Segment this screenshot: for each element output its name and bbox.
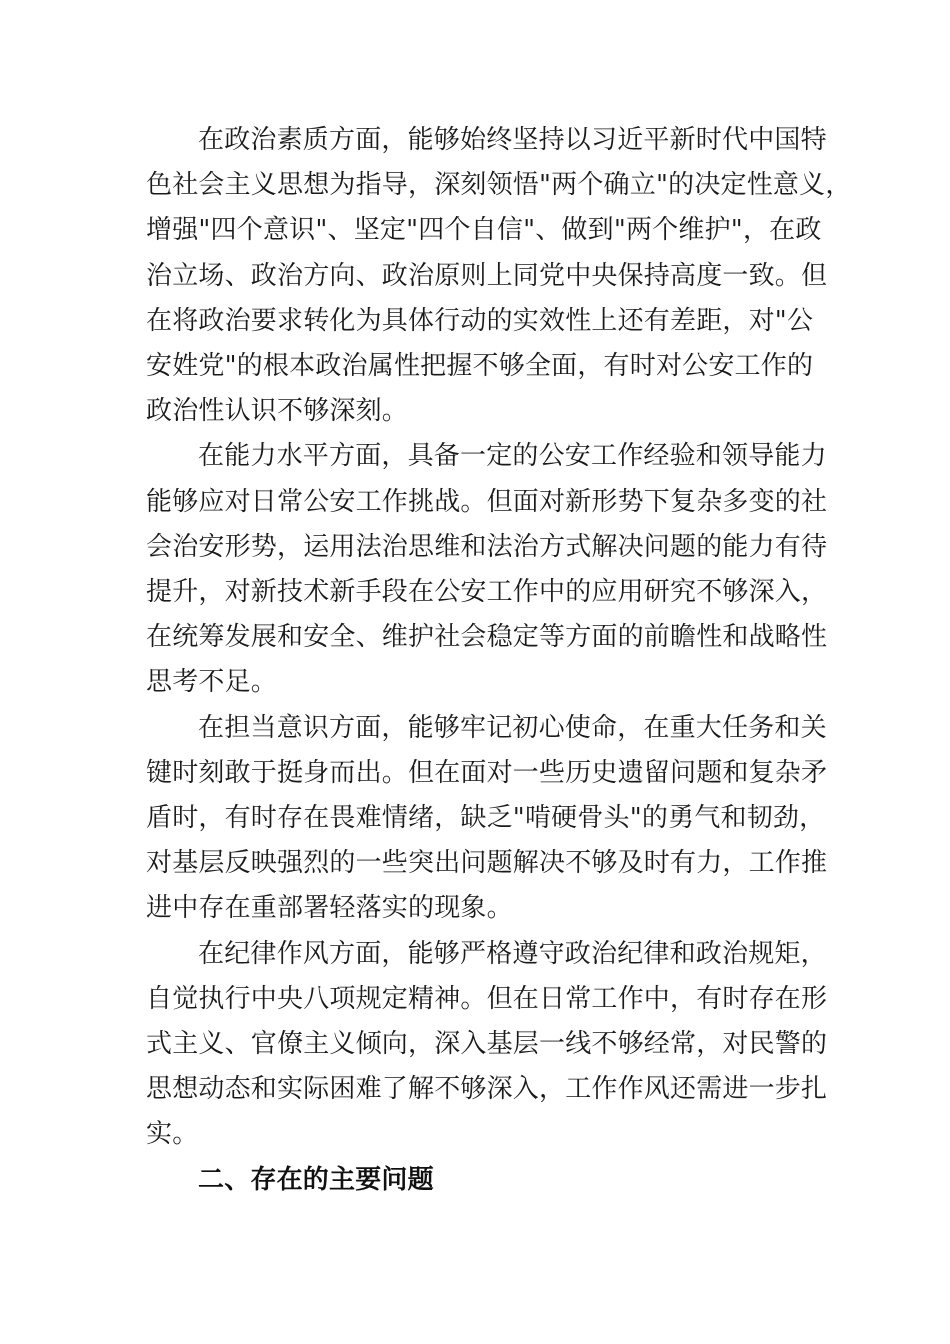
text-line: 在统筹发展和安全、维护社会稳定等方面的前瞻性和战略性 bbox=[146, 622, 828, 653]
text-line: 在将政治要求转化为具体行动的实效性上还有差距，对"公 bbox=[146, 305, 814, 336]
text-line: 在政治素质方面，能够始终坚持以习近平新时代中国特 bbox=[198, 125, 827, 155]
text-line: 实。 bbox=[146, 1119, 199, 1150]
text-line: 在能力水平方面，具备一定的公安工作经验和领导能力 bbox=[198, 441, 827, 472]
text-line: 对基层反映强烈的一些突出问题解决不够及时有力，工作推 bbox=[146, 848, 828, 879]
text-line: 进中存在重部署轻落实的现象。 bbox=[146, 893, 513, 924]
text-line: 治立场、政治方向、政治原则上同党中央保持高度一致。但 bbox=[146, 260, 828, 291]
paragraph-ability-level bbox=[146, 434, 828, 705]
document-body bbox=[146, 118, 852, 1203]
text-line: 政治性认识不够深刻。 bbox=[146, 396, 409, 427]
text-line: 会治安形势，运用法治思维和法治方式解决问题的能力有待 bbox=[146, 531, 828, 562]
text-line: 盾时，有时存在畏难情绪，缺乏"啃硬骨头"的勇气和韧劲， bbox=[146, 803, 826, 834]
text-line: 在纪律作风方面，能够严格遵守政治纪律和政治规矩， bbox=[198, 938, 827, 969]
text-line: 提升，对新技术新手段在公安工作中的应用研究不够深入， bbox=[146, 577, 828, 608]
text-line: 安姓党"的根本政治属性把握不够全面，有时对公安工作的 bbox=[146, 351, 814, 382]
paragraph-responsibility bbox=[146, 706, 828, 932]
text-line: 在担当意识方面，能够牢记初心使命，在重大任务和关 bbox=[198, 712, 827, 743]
text-line: 增强"四个意识"、坚定"四个自信"、做到"两个维护"，在政 bbox=[146, 215, 822, 246]
text-line: 能够应对日常公安工作挑战。但面对新形势下复杂多变的社 bbox=[146, 486, 828, 517]
text-line: 式主义、官僚主义倾向，深入基层一线不够经常，对民警的 bbox=[146, 1029, 828, 1060]
text-line: 思考不足。 bbox=[146, 667, 278, 698]
section-heading: 二、存在的主要问题 bbox=[198, 1164, 434, 1195]
paragraph-political-quality bbox=[146, 118, 852, 434]
text-line: 键时刻敢于挺身而出。但在面对一些历史遗留问题和复杂矛 bbox=[146, 757, 828, 788]
paragraph-discipline-style bbox=[146, 932, 828, 1158]
text-line: 色社会主义思想为指导，深刻领悟"两个确立"的决定性意义， bbox=[146, 170, 852, 201]
text-line: 自觉执行中央八项规定精神。但在日常工作中，有时存在形 bbox=[146, 983, 828, 1014]
text-line: 思想动态和实际困难了解不够深入，工作作风还需进一步扎 bbox=[146, 1074, 828, 1105]
